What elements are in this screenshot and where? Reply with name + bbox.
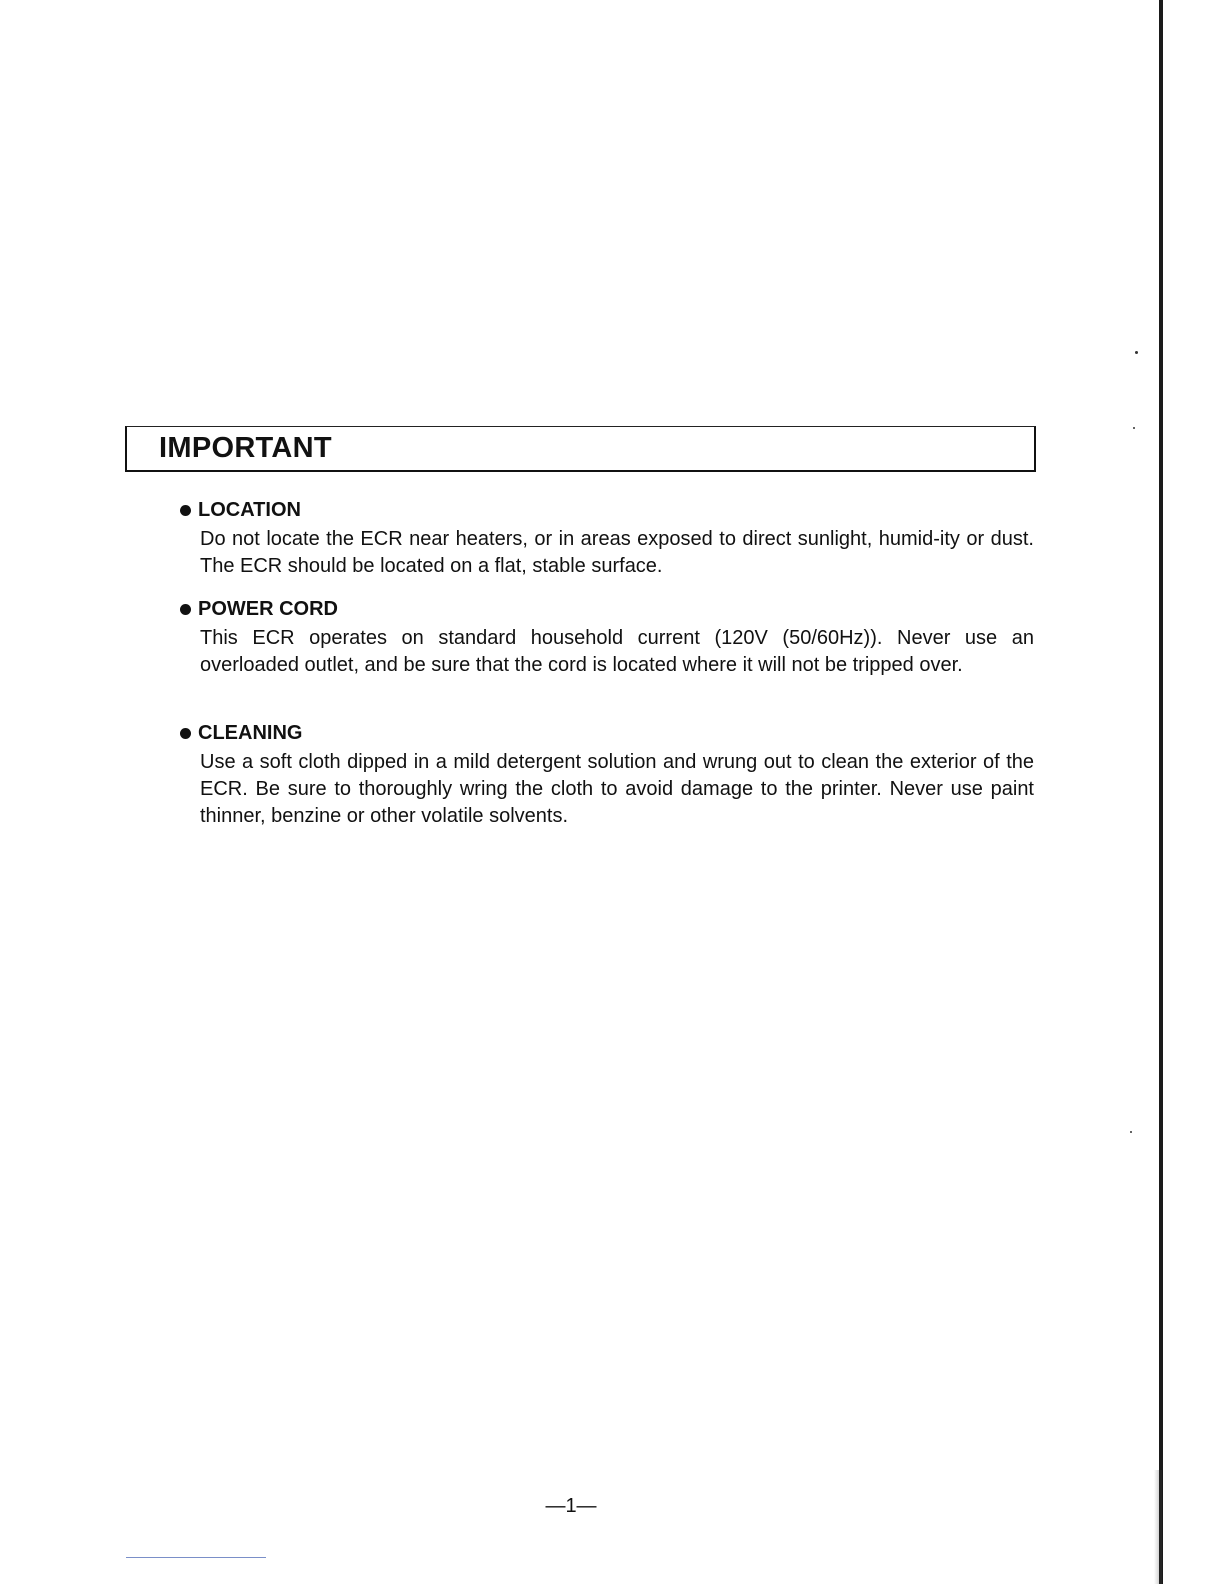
bullet-icon bbox=[180, 728, 191, 739]
section-heading-text: LOCATION bbox=[198, 499, 301, 521]
bullet-icon bbox=[180, 505, 191, 516]
bullet-icon bbox=[180, 604, 191, 615]
section-location bbox=[180, 497, 1036, 580]
scan-page-edge bbox=[1159, 0, 1163, 1584]
page-number: —1— bbox=[545, 1495, 597, 1517]
important-header-box bbox=[125, 426, 1036, 472]
important-title: IMPORTANT bbox=[159, 432, 332, 464]
section-power-cord bbox=[180, 596, 1036, 679]
section-heading-text: CLEANING bbox=[198, 722, 303, 744]
scan-edge-shadow bbox=[1154, 1470, 1162, 1584]
scan-speck bbox=[1133, 427, 1135, 429]
section-heading bbox=[180, 497, 1036, 523]
scan-speck bbox=[1135, 351, 1138, 354]
section-heading bbox=[180, 596, 1036, 622]
section-cleaning bbox=[180, 720, 1036, 830]
footer-rule bbox=[126, 1557, 266, 1558]
scan-speck bbox=[1130, 1131, 1132, 1133]
section-body-text: Do not locate the ECR near heaters, or in areas exposed to direct sunlight, humid-ity or dust. The ECR should be located on a flat, stable surface. bbox=[200, 528, 1034, 577]
section-heading-text: POWER CORD bbox=[198, 598, 338, 620]
section-heading bbox=[180, 720, 1036, 746]
section-body-text: Use a soft cloth dipped in a mild detergent solution and wrung out to clean the exterior of the ECR. Be sure to thoroughly wring the cloth to avoid damage to the printer. Never use paint thinner, benzine or other volatile solvents. bbox=[200, 751, 1034, 827]
section-body-text: This ECR operates on standard household current (120V (50/60Hz)). Never use an overloaded outlet, and be sure that the cord is located where it will not be tripped over. bbox=[200, 627, 1034, 676]
